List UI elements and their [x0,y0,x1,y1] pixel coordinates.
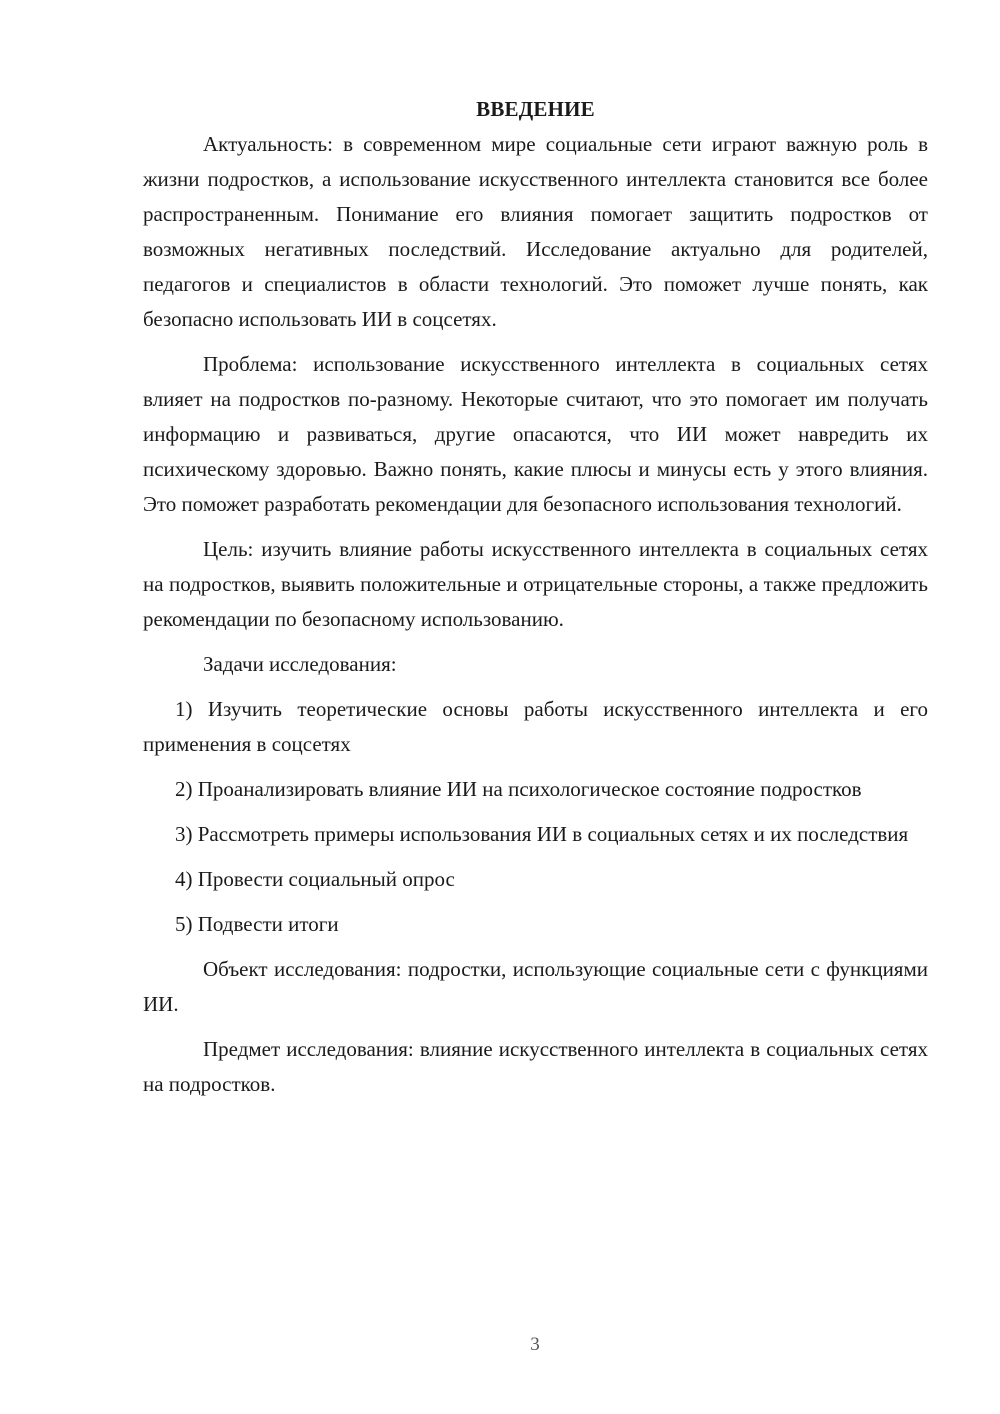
problem-paragraph: Проблема: использование искусственного интеллекта в социальных сетях влияет на подростков по-разному. Некоторые считают, что это помогает им получать информацию и развиваться, другие опасаются, что ИИ может навредить их психическому здоровью. Важно понять, какие плюсы и минусы есть у этого влияния. Это поможет разработать рекомендации для безопасного использования технологий. [143,352,928,516]
task-item: 5) Подвести итоги [175,912,339,936]
subject-paragraph: Предмет исследования: влияние искусственного интеллекта в социальных сетях на подростков. [143,1037,928,1096]
task-item: 3) Рассмотреть примеры использования ИИ в социальных сетях и их последствия [175,822,909,846]
object-paragraph: Объект исследования: подростки, использующие социальные сети с функциями ИИ. [143,957,928,1016]
tasks-label: Задачи исследования: [203,652,397,676]
relevance-paragraph: Актуальность: в современном мире социальные сети играют важную роль в жизни подростков, а использование искусственного интеллекта становится все более распространенным. Понимание его влияния помогает защитить подростков от возможных негативных последствий. Исследование актуально для родителей, педагогов и специалистов в области технологий. Это поможет лучше понять, как безопасно использовать ИИ в соцсетях. [143,132,928,331]
document-page [143,92,928,1112]
page-number: 3 [530,1334,540,1355]
task-item: 2) Проанализировать влияние ИИ на психологическое состояние подростков [175,777,862,801]
goal-paragraph: Цель: изучить влияние работы искусственного интеллекта в социальных сетях на подростков, выявить положительные и отрицательные стороны, а также предложить рекомендации по безопасному использованию. [143,537,928,631]
task-item: 4) Провести социальный опрос [175,867,455,891]
task-item: 1) Изучить теоретические основы работы искусственного интеллекта и его применения в соцсетях [143,697,928,756]
section-heading: ВВЕДЕНИЕ [476,97,595,121]
